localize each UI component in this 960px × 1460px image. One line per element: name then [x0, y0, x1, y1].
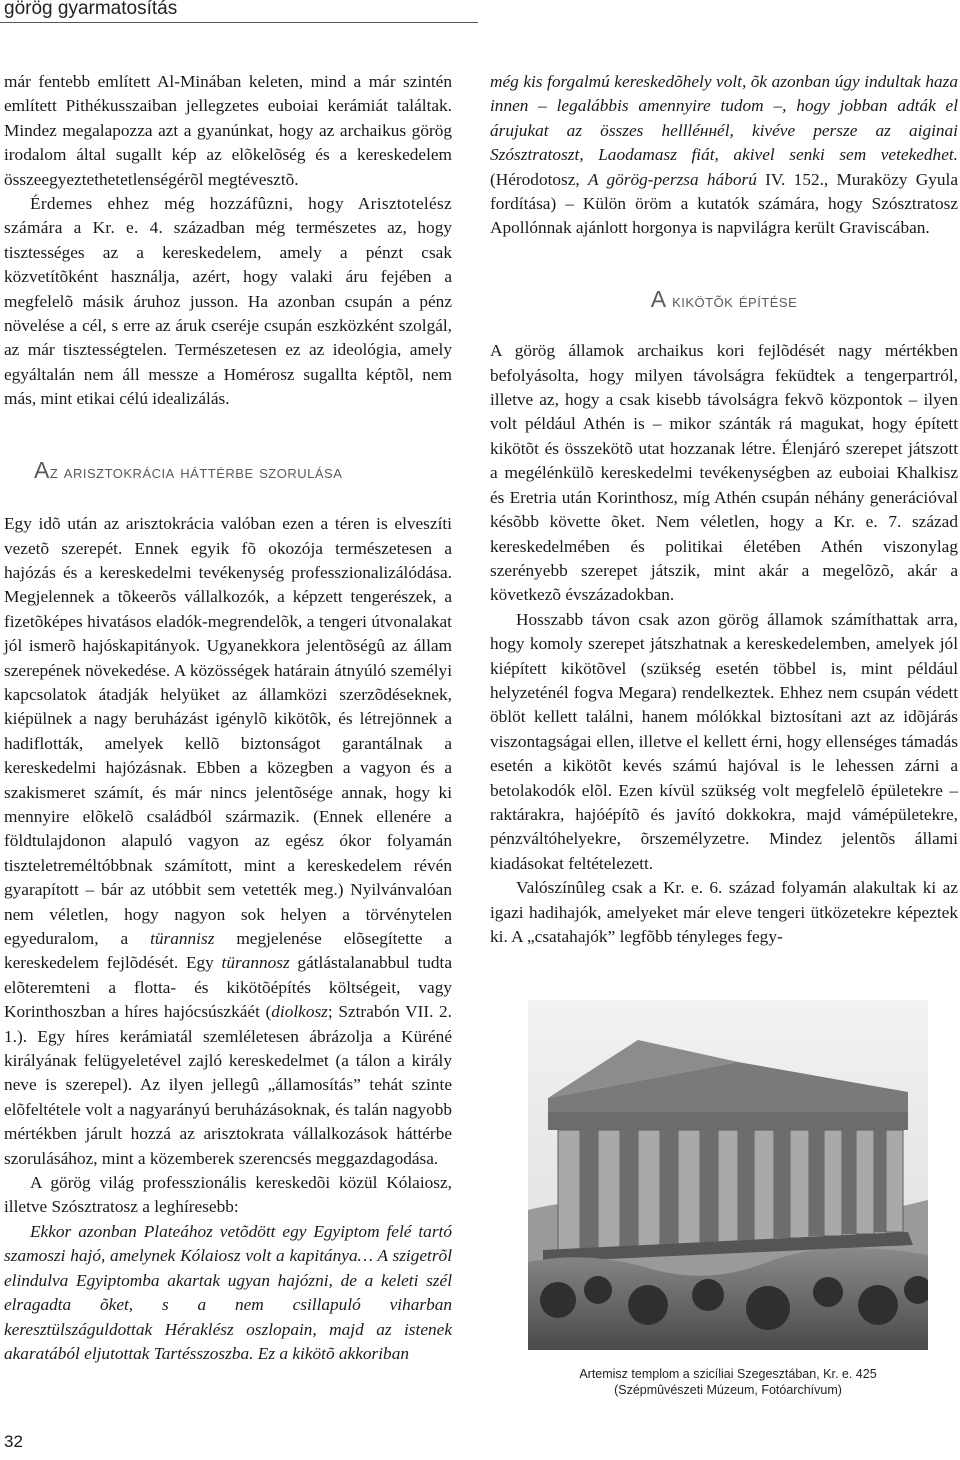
- quote-continued: még kis forgalmú kereskedõhely volt, õk azonban úgy indultak haza innen – legalábbis amennyire tudom –, hogy jobban adták el árujukat az összes hellléннél, kivéve persze az aiginai Szósztratoszt, Laodamasz fiát, akivel senki sem vetekedhet.: [490, 72, 958, 165]
- temple-photo: [528, 1000, 928, 1350]
- citation-title: A görög-perzsa háború: [588, 169, 757, 189]
- section-heading-cap: A: [34, 456, 50, 483]
- quote: Ekkor azonban Plateához vetõdött egy Egyiptom felé tartó szamoszi hajó, amelynek Kólaiosz volt a kapitánya… A szigetrõl elindulva Egyiptomba akartak ugyan hajózni, de a keleti szél elragadta õket, s a nem csillapuló viharban keresztülszáguldottak Héraklész oszlopain, majd az istenek akaratából eljutottak Tartésszoszba. Ez a kikötõ akkoriban: [4, 1221, 452, 1363]
- text-run: (Hérodotosz,: [490, 169, 588, 189]
- paragraph: már fentebb említett Al-Minában keleten, mind a már szintén említett Pithékusszaiban jellegzetes euboiai kerámiát találtak. Mindez megalapozza azt a gyanúnkat, hogy az archaikus görög irodalom által sugallt kép az elõkelõség és a kereskedelem összeegyeztethetetlenségérõl megtévesztõ.: [4, 72, 452, 189]
- photo-caption: [528, 1366, 928, 1398]
- paragraph: [4, 192, 452, 412]
- text-run: ; Sztrabón VII. 2. 1.). Egy híres kerámiatál szemléletesen ábrázolja a Küréné királyának felügyeletével zajló kereskedelmet (a tálon a király neve is szerepel). Az ilyen jellegû „államosítás” tehát szinte elõfeltétele volt a nagyarányú beruházásoknak, és talán nagyobb mértékben járult hozzá az arisztokrata vállalkozások háttérbe szorulásához, mint a közemberek szerencsés meggazdagodása.: [4, 1002, 453, 1168]
- text-run: IV. 152., Muraközy Gyula fordítása) – Külön öröm a kutatók számára, hogy Szósztratosz Apollónnak ajánlott horgonya is napvilágra került Graviscában.: [490, 169, 958, 238]
- running-header: [0, 0, 478, 23]
- right-column: [490, 70, 958, 949]
- text-run-italic: türannosz: [221, 953, 290, 973]
- section-heading-cap: A: [650, 285, 667, 312]
- page-number: 32: [4, 1432, 23, 1451]
- paragraph: A görög világ professzionális kereskedõi közül Kólaiosz, illetve Szósztratosz a leghíresebb:: [4, 1173, 452, 1217]
- text-run-italic: diolkosz: [271, 1002, 328, 1022]
- temple-illustration: [528, 1000, 928, 1350]
- text-run: Érdemes ehhez még hozzáfûzni, hogy Arisztotelész számára a Kr. e. 4.: [4, 194, 452, 238]
- section-heading-text: kikötõk építése: [666, 290, 798, 311]
- caption-line: (Szépmûvészeti Múzeum, Fotóarchívum): [614, 1383, 842, 1397]
- section-heading: [490, 287, 958, 313]
- text-run-italic: türannisz: [150, 929, 215, 948]
- paragraph: [490, 70, 958, 241]
- paragraph: Valószínûleg csak a Kr. e. 6. század folyamán alakultak ki az igazi hadihajók, amelyeket már eleve tengeri ütközetekre képeztek ki. A „csatahajók” legfõbb tényleges fegy-: [490, 878, 958, 946]
- text-run: Egy idõ után az arisztokrácia valóban ezen a téren is elveszíti vezetõ szerepét. Ennek egyik fõ okozója természetesen a hajózás és a kereskedelmi tevékenység professzionalizálódása. Megjelennek a tõkeerõs vállalkozók, a képzett tengerészek, a fizetõképes hivatásos eladók-megrendelõk, a tengeri útvonalakat jól ismerõ hajóskapitányok. Ugyanekkora jelentõségû az állam szerepének növekedése. A közösségek határain átnyúló személyi kapcsolatok átadják helyüket az államközi szerzõdéseknek, kiépülnek a nagy beruházást igénylõ kikötõk, és létrejönnek a hadiflották, amelyek kellõ biztonságot garantálnak a kereskedelmi hajózásnak. Ebben a közegben a vagyon és a szakismeret számít, és már nincs jelentõsége annak, hogy ki mennyire elõkelõ családból származik. (Ennek ellenére a földtulajdonon alapuló vagyon az egész ókor folyamán tiszteletreméltóbbnak számított, mint a kereskedelem révén gyarapított – bár az utóbbit sem vetették meg.) Nyilvánvalóan nem véletlen, hogy nagyon sok helyen a törvénytelen egyeduralom, a: [4, 514, 452, 948]
- caption-line: Artemisz templom a szicíliai Szegesztában, Kr. e. 425: [579, 1367, 877, 1381]
- left-column: [4, 70, 452, 1366]
- text-run: megjelenése elõsegítette a kereskedelem fejlõdését. Egy: [4, 929, 452, 973]
- section-heading: [4, 458, 452, 484]
- paragraph: Hosszabb távon csak azon görög államok számíthattak arra, hogy komoly szerepet játszhatnak a kereskedelemben, amelyek jól kiépített kikötõvel (szükség esetén többel is, mint például helyzeténél fogva Megara) rendelkeztek. Ehhez nem csupán védett öblöt kellett találni, hanem mólókkal biztosítani azt az idõjárás viszontagságai ellen, illetve el kellett érni, hogy ellenséges támadás esetén a kikötõt kevés számú hajóval is le lehessen zárni a betolakodók elõl. Ezen kívül szükség volt megfelelõ épületekre – raktárakra, hajóépítõ és javító dokkokra, majd vámépületekre, pénzváltóhelyekre, õrszemélyzetre. Mindez jelentõs állami kiadásokat feltételezett.: [490, 609, 958, 873]
- text-run: században még természetes az, hogy tisztességes az a kereskedelem, amely a pénzt csak közvetítõként használja, azért, hogy valaki áru fejében a megfelelõ másik áruhoz jusson. Ha azonban csupán a pénz növelése a cél, s erre az áruk cseréje csupán eszközként szolgál, az már tisztességtelen. Természetesen ez az ideológia, amely egyáltalán nem áll messze a Homérosz sugallta képtõl, nem más, mint etikai célú idealizálás.: [4, 218, 452, 409]
- paragraph: A görög államok archaikus kori fejlõdését nagy mértékben befolyásolta, hogy milyen távolságra feküdtek a tengerpartról, illetve az, hogy a csak kisebb távolságra fekvõ központok – ilyen volt például Athén is – mikor szánták rá magukat, hogy épített kikötõt és összekötõ utat hozzanak létre. Élenjáró szerepet játszott a megélénkülõ kereskedelmi tevékenységben az euboiai Khalkisz és Eretria után Korinthosz, míg Athén csupán néhány generációval késõbb követte õket. Nem véletlen, hogy a Kr. e. 7. század kereskedelmében és politikai életében Athén viszonylag szerényebb szerepet játszik, mint akár a megelõzõ, akár a következõ évszázadokban.: [490, 341, 958, 605]
- paragraph: [4, 512, 452, 1171]
- section-heading-text: z arisztokrácia háttérbe szorulása: [49, 461, 343, 482]
- running-title: görög gyarmatosítás: [4, 0, 178, 19]
- text-run: gátlástalanabbul tudta elõteremteni a flotta- és kikötõépítés költségeit, vagy Korinthoszban a híres hajócsúszkáét (: [4, 953, 452, 1022]
